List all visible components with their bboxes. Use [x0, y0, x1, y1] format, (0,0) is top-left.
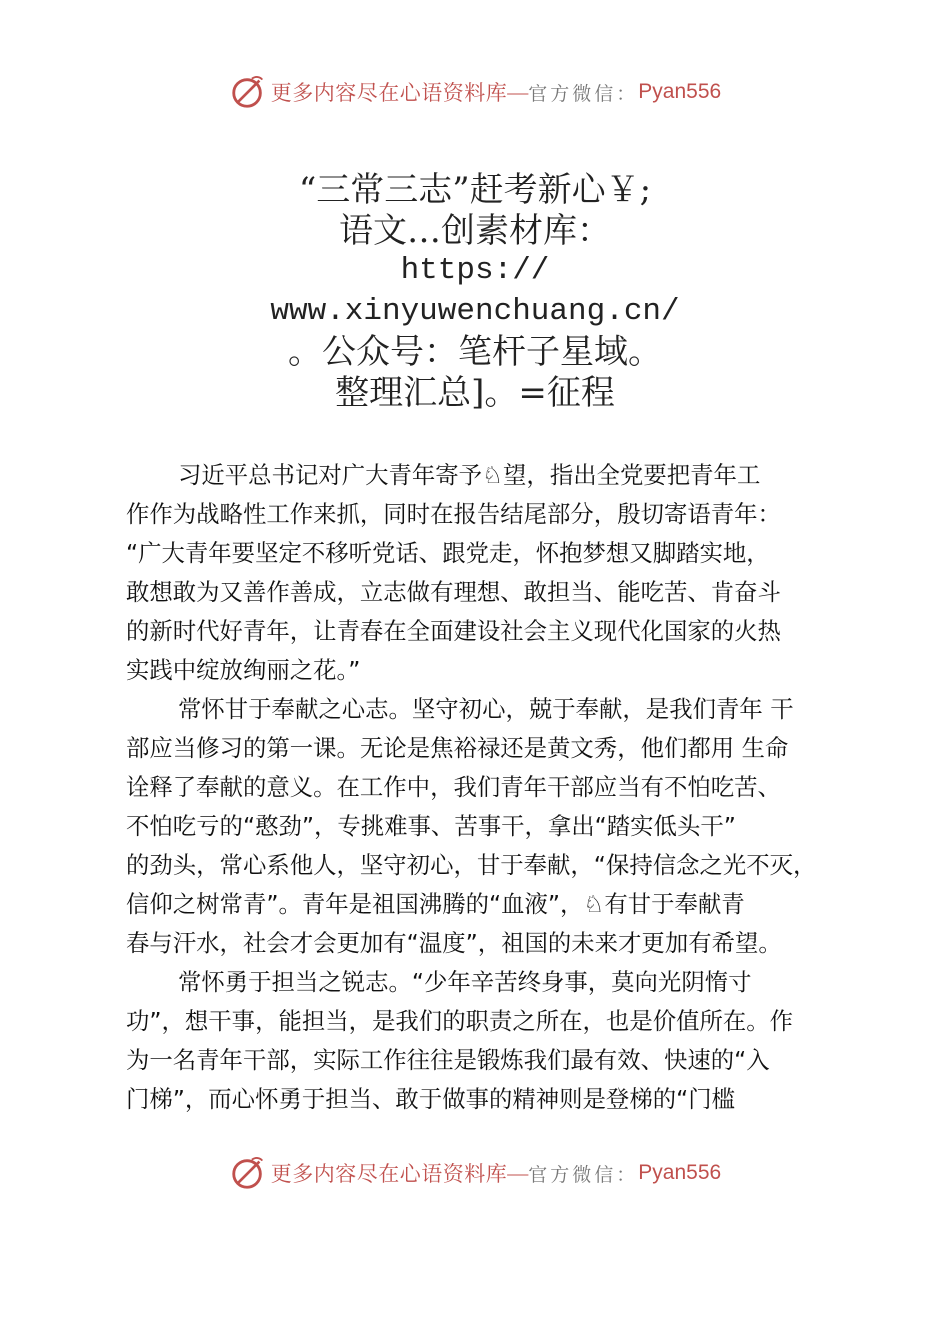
body-line: 为一名青年干部，实际工作往往是锻炼我们最有效、快速的“入 — [126, 1046, 770, 1074]
banner-dash: — — [507, 79, 529, 104]
body-line: 部应当修习的第一课。无论是焦裕禄还是黄文秀，他们都用 生命 — [126, 734, 789, 762]
header-watermark-banner — [0, 70, 950, 114]
body-line: 作作为战略性工作来抓，同时在报告结尾部分，殷切寄语青年： — [126, 500, 781, 528]
body-line: 春与汗水，社会才会更加有“温度”，祖国的未来才更加有希望。 — [126, 929, 782, 957]
body-line: 诠释了奉献的意义。在工作中，我们青年干部应当有不怕吃苦、 — [126, 773, 781, 801]
banner-wechat-label: 官方微信： — [528, 1163, 639, 1186]
body-line: “广大青年要坚定不移听党话、跟党走，怀抱梦想又脚踏实地， — [126, 539, 770, 567]
body-line: 不怕吃亏的“憨劲”，专挑难事、苦事干，拿出“踏实低头干” — [126, 812, 736, 840]
body-line: 的新时代好青年，让青春在全面建设社会主义现代化国家的火热 — [126, 617, 781, 645]
body-line: 实践中绽放绚丽之花。” — [126, 656, 361, 684]
document-body — [126, 456, 854, 1119]
banner-wechat-id: Pyan556 — [638, 1161, 722, 1184]
title-line: 。公众号：笔杆子星域。 — [288, 332, 662, 372]
title-line: 整理汇总]。=征程 — [335, 372, 615, 413]
banner-wechat-label: 官方微信： — [528, 82, 639, 105]
banner-text: 更多内容尽在心语资料库 — [270, 81, 508, 105]
pen-nib-circle-icon — [229, 73, 267, 111]
title-url-line: www.xinyuwenchuang.cn/ — [270, 293, 680, 329]
pen-nib-circle-icon — [229, 1154, 267, 1192]
body-line: 功”，想干事，能担当，是我们的职责之所在，也是价值所在。作 — [126, 1007, 794, 1035]
body-line: 常怀勇于担当之锐志。“少年辛苦终身事，莫向光阴惰寸 — [178, 968, 752, 996]
body-line: 门梯”，而心怀勇于担当、敢于做事的精神则是登梯的“门槛 — [126, 1085, 735, 1113]
document-title — [120, 170, 830, 413]
banner-text: 更多内容尽在心语资料库 — [270, 1162, 508, 1186]
title-url-line: https:// — [400, 253, 550, 288]
banner-dash: — — [507, 1160, 529, 1185]
body-line: 的劲头，常心系他人，坚守初心，甘于奉献，“保持信念之光不灭， — [126, 851, 817, 879]
body-line: 习近平总书记对广大青年寄予♘望，指出全党要把青年工 — [178, 461, 761, 489]
banner-wechat-id: Pyan556 — [638, 80, 722, 103]
body-line: 敢想敢为又善作善成，立志做有理想、敢担当、能吃苦、肯奋斗 — [126, 578, 781, 606]
title-line: “三常三志”赶考新心￥; — [298, 170, 652, 210]
footer-watermark-banner — [0, 1151, 950, 1195]
body-line: 常怀甘于奉献之心志。坚守初心，兢于奉献，是我们青年 干 — [178, 695, 794, 723]
body-line: 信仰之树常青”。青年是祖国沸腾的“血液”，♘有甘于奉献青 — [126, 890, 745, 918]
title-line: 语文…创素材库： — [339, 210, 611, 251]
